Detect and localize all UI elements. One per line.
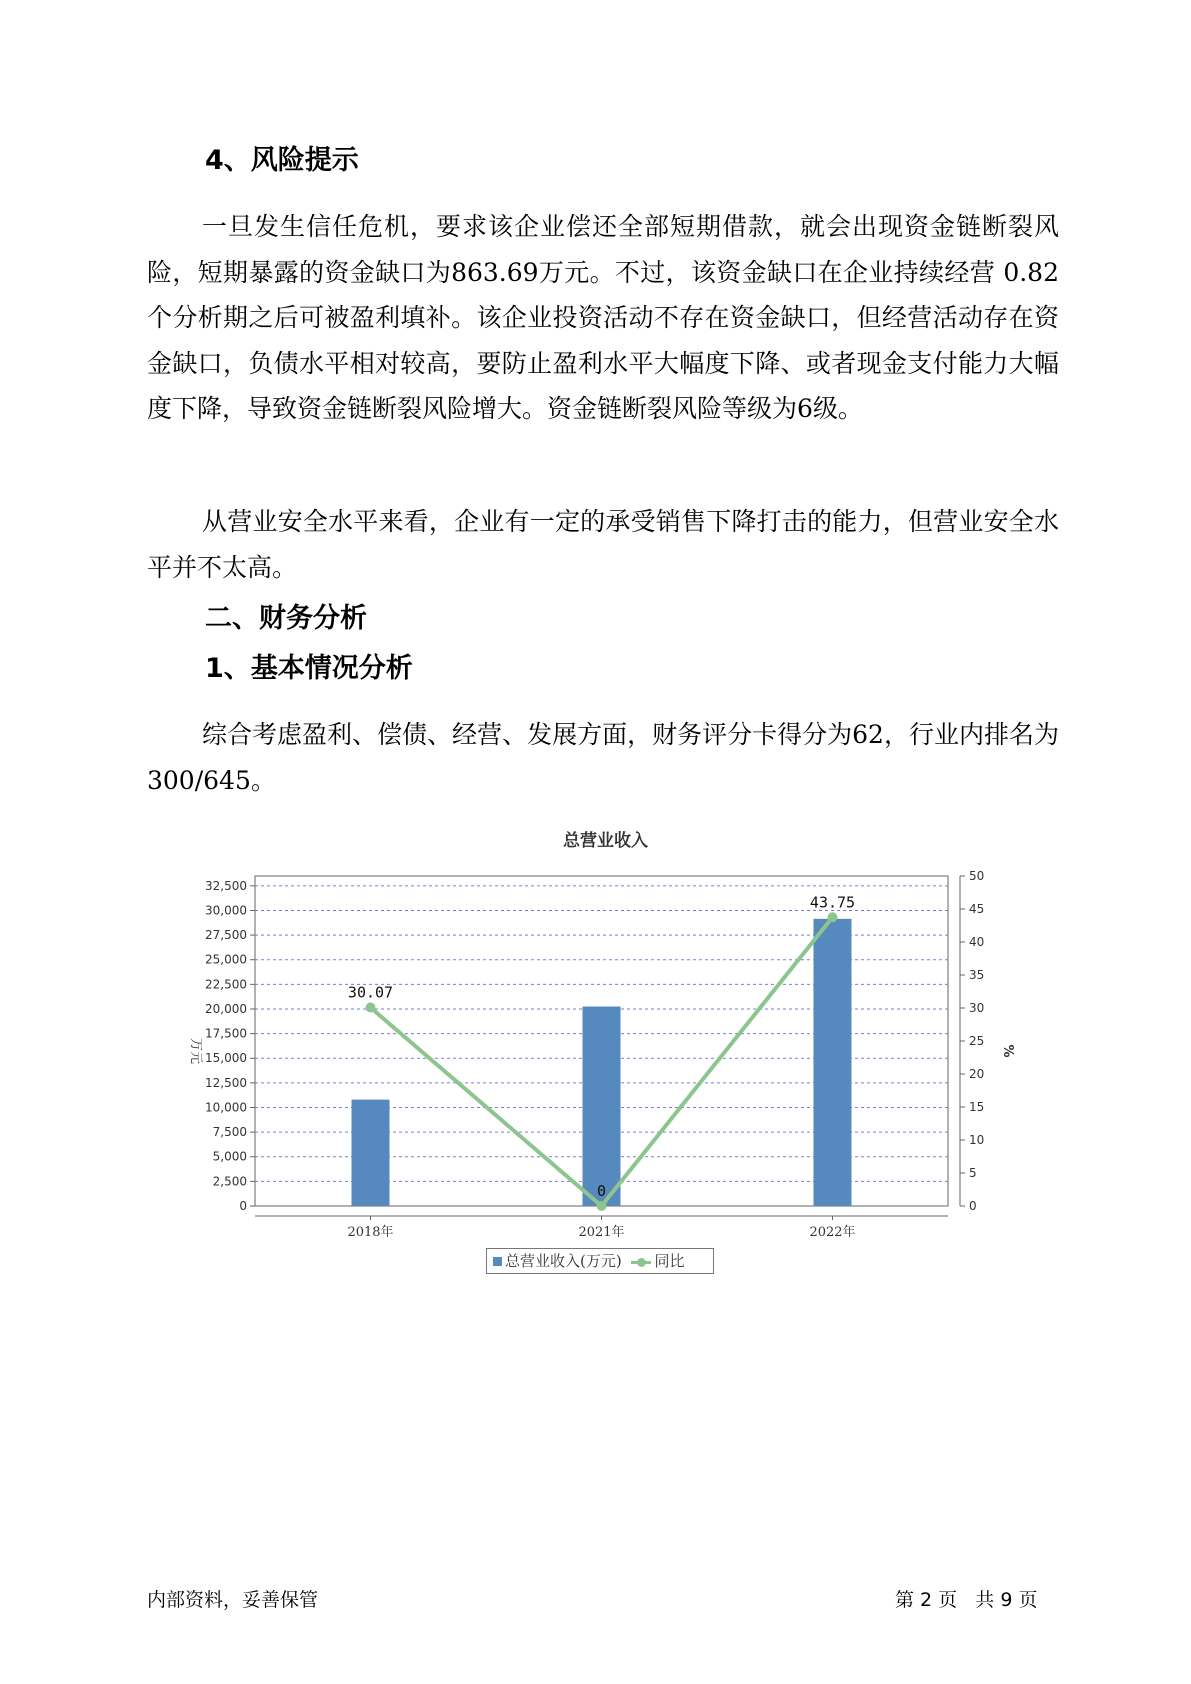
- y2-tick-label: 20: [969, 1067, 985, 1081]
- y-axis-title: 万元: [188, 1037, 203, 1065]
- y-tick-label: 12,500: [205, 1075, 247, 1090]
- y2-tick-label: 0: [969, 1199, 977, 1213]
- y-tick-label: 17,500: [205, 1026, 247, 1041]
- chart-legend: [486, 1248, 714, 1274]
- yoy-data-label: 30.07: [347, 983, 394, 1002]
- y2-tick-label: 50: [969, 869, 985, 883]
- basic-heading: 1、基本情况分析: [205, 653, 413, 684]
- y2-tick-label: 10: [969, 1133, 985, 1147]
- y2-tick-label: 40: [969, 935, 985, 949]
- y2-tick-label: 5: [969, 1166, 977, 1180]
- y-tick-label: 7,500: [212, 1125, 247, 1140]
- finance-heading: 二、财务分析: [205, 603, 367, 634]
- y-tick-label: 27,500: [205, 928, 247, 943]
- x-tick-label: 2021年: [578, 1225, 625, 1240]
- y-tick-label: 15,000: [205, 1051, 247, 1066]
- risk-heading: 4、风险提示: [205, 145, 359, 176]
- y-tick-label: 30,000: [205, 903, 247, 918]
- yoy-point: [828, 912, 838, 922]
- x-tick-label: 2018年: [347, 1225, 394, 1240]
- footer-note: 内部资料，妥善保管: [147, 1589, 319, 1611]
- y-tick-label: 22,500: [205, 977, 247, 992]
- y2-axis-title: %: [1000, 1044, 1015, 1058]
- y-tick-label: 32,500: [205, 878, 247, 893]
- y2-tick-label: 30: [969, 1001, 985, 1015]
- basic-paragraph: 综合考虑盈利、偿债、经营、发展方面，财务评分卡得分为62，行业内排名为300/645。: [147, 720, 1059, 795]
- y-tick-label: 2,500: [212, 1174, 247, 1189]
- y2-tick-label: 35: [969, 968, 985, 982]
- legend-bar-swatch: [493, 1257, 502, 1266]
- risk-paragraph-1: 一旦发生信任危机，要求该企业偿还全部短期借款，就会出现资金链断裂风险，短期暴露的资金缺口为863.69万元。不过，该资金缺口在企业持续经营 0.82个分析期之后可被盈利填补。该企业投资活动不存在资金缺口，但经营活动存在资金缺口，负债水平相对较高，要防止盈利水平大幅度下降、或者现金支付能力大幅度下降，导致资金链断裂风险增大。资金链断裂风险等级为6级。: [147, 212, 1059, 423]
- risk-paragraph-2: 从营业安全水平来看，企业有一定的承受销售下降打击的能力，但营业安全水平并不太高。: [147, 507, 1059, 582]
- y2-tick-label: 25: [969, 1034, 985, 1048]
- yoy-data-label: 43.75: [809, 893, 856, 912]
- bar-2021年: [583, 1007, 621, 1206]
- legend-line-swatch: [631, 1261, 651, 1264]
- page-number: 第 2 页 共 9 页: [895, 1589, 1038, 1611]
- chart-title: 总营业收入: [563, 831, 648, 851]
- legend-line-label: 同比: [654, 1252, 685, 1270]
- y-tick-label: 25,000: [205, 952, 247, 967]
- y2-tick-label: 45: [969, 902, 985, 916]
- legend-bar-label: 总营业收入(万元): [505, 1252, 622, 1270]
- x-tick-label: 2022年: [809, 1225, 856, 1240]
- y-tick-label: 20,000: [205, 1001, 247, 1016]
- bar-2018年: [352, 1100, 390, 1206]
- yoy-point: [597, 1201, 607, 1211]
- y-tick-label: 0: [239, 1199, 247, 1213]
- y2-tick-label: 15: [969, 1100, 985, 1114]
- yoy-data-label: 0: [596, 1182, 607, 1200]
- y-tick-label: 5,000: [212, 1149, 247, 1164]
- revenue-chart: [0, 820, 1191, 1290]
- bar-2022年: [814, 919, 852, 1206]
- yoy-point: [366, 1003, 376, 1013]
- y-tick-label: 10,000: [205, 1100, 247, 1115]
